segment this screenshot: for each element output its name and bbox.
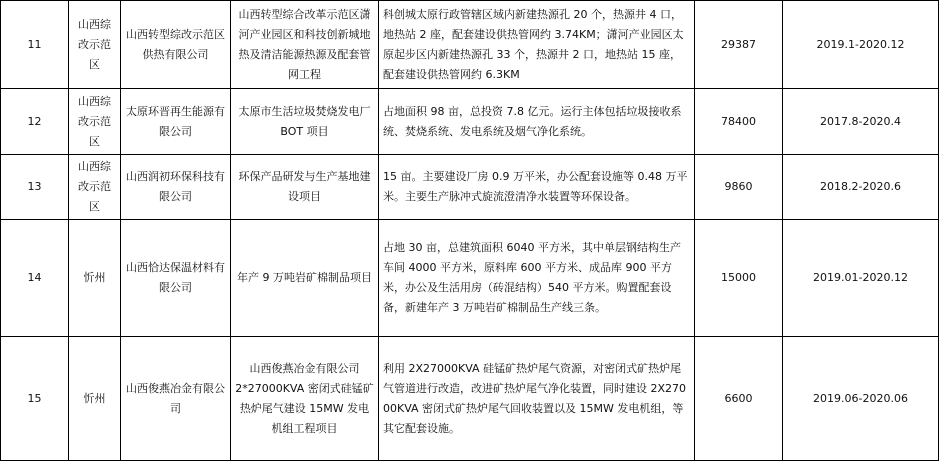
investment-cell: 6600: [695, 337, 783, 461]
table-row: [1, 89, 939, 155]
period-cell: 2017.8-2020.4: [783, 89, 939, 155]
region-cell: 山西综改示范区: [69, 1, 121, 89]
company-cell: 山西润初环保科技有限公司: [121, 155, 231, 220]
period-cell: 2019.01-2020.12: [783, 220, 939, 337]
row-number: 13: [1, 155, 69, 220]
period-cell: 2019.06-2020.06: [783, 337, 939, 461]
investment-cell: 9860: [695, 155, 783, 220]
table-row: [1, 1, 939, 89]
company-cell: 太原环晋再生能源有限公司: [121, 89, 231, 155]
region-cell: 山西综改示范区: [69, 89, 121, 155]
investment-cell: 78400: [695, 89, 783, 155]
project-content-cell: 科创城太原行政管辖区域内新建热源孔 20 个，热源井 4 口，地热站 2 座，配套建设供热管网约 3.74KM；潇河产业园区太原起步区内新建热源孔 33 个，热源井 2 口，地热站 15 座，配套建设供热管网约 6.3KM: [379, 1, 695, 89]
row-number: 12: [1, 89, 69, 155]
project-content-cell: 15 亩。主要建设厂房 0.9 万平米，办公配套设施等 0.48 万平米。主要生产脉冲式旋流澄清净水装置等环保设备。: [379, 155, 695, 220]
row-number: 14: [1, 220, 69, 337]
company-cell: 山西俊燕冶金有限公司: [121, 337, 231, 461]
project-name-cell: 年产 9 万吨岩矿棉制品项目: [231, 220, 379, 337]
investment-cell: 15000: [695, 220, 783, 337]
region-cell: 山西综改示范区: [69, 155, 121, 220]
company-cell: 山西转型综改示范区供热有限公司: [121, 1, 231, 89]
project-content-cell: 占地 30 亩，总建筑面积 6040 平方米，其中单层钢结构生产车间 4000 平方米，原料库 600 平方米、成品库 900 平方米，办公及生活用房（砖混结构）540 平方米。购置配套设备，新建年产 3 万吨岩矿棉制品生产线三条。: [379, 220, 695, 337]
table-row: [1, 220, 939, 337]
project-name-cell: 太原市生活垃圾焚烧发电厂 BOT 项目: [231, 89, 379, 155]
project-name-cell: 环保产品研发与生产基地建设项目: [231, 155, 379, 220]
investment-cell: 29387: [695, 1, 783, 89]
table-row: [1, 155, 939, 220]
period-cell: 2019.1-2020.12: [783, 1, 939, 89]
row-number: 15: [1, 337, 69, 461]
project-name-cell: 山西俊燕冶金有限公司 2*27000KVA 密闭式硅锰矿热炉尾气建设 15MW 发电机组工程项目: [231, 337, 379, 461]
region-cell: 忻州: [69, 220, 121, 337]
project-name-cell: 山西转型综合改革示范区潇河产业园区和科技创新城地热及清洁能源热源及配套管网工程: [231, 1, 379, 89]
project-content-cell: 占地面积 98 亩，总投资 7.8 亿元。运行主体包括垃圾接收系统、焚烧系统、发电系统及烟气净化系统。: [379, 89, 695, 155]
company-cell: 山西恰达保温材料有限公司: [121, 220, 231, 337]
table-row: [1, 337, 939, 461]
period-cell: 2018.2-2020.6: [783, 155, 939, 220]
row-number: 11: [1, 1, 69, 89]
project-content-cell: 利用 2X27000KVA 硅锰矿热炉尾气资源，对密闭式矿热炉尾气管道进行改造，改进矿热炉尾气净化装置，同时建设 2X27000KVA 密闭式矿热炉尾气回收装置以及 15MW 发电机组，等其它配套设施。: [379, 337, 695, 461]
region-cell: 忻州: [69, 337, 121, 461]
